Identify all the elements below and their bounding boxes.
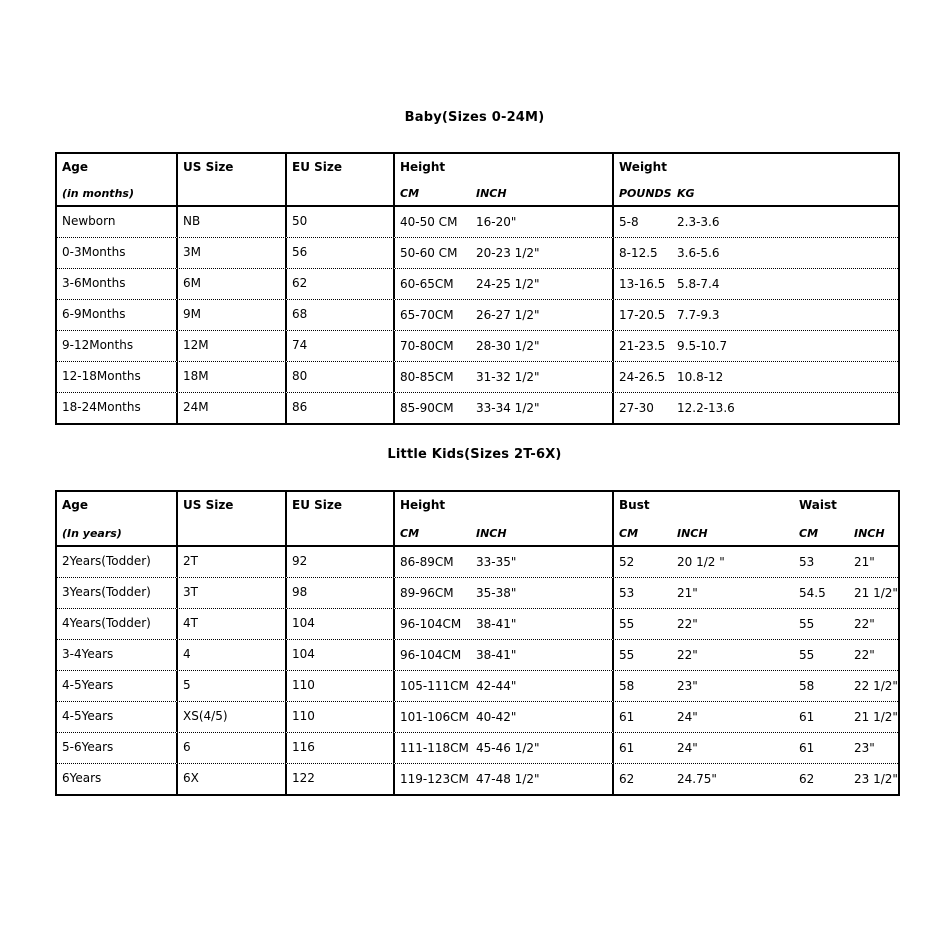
kids-table-title: Little Kids(Sizes 2T-6X)	[387, 447, 562, 462]
height-cell	[393, 547, 612, 577]
height-inch-value: 42-44"	[476, 678, 517, 693]
height-inch-value: 40-42"	[476, 709, 517, 724]
bust-cm-value: 53	[619, 585, 635, 600]
bust-inch-value: 24"	[677, 740, 698, 755]
weight-pounds-value: 13-16.5	[619, 276, 666, 291]
waist-inch-value: 21 1/2"	[854, 709, 898, 724]
bust-cm-value: 55	[619, 647, 635, 662]
header-us-size	[176, 492, 285, 545]
eu-size-cell: 56	[285, 238, 393, 268]
waist-cm-value: 53	[799, 554, 815, 569]
height-cm-value: 96-104CM	[400, 647, 462, 662]
eu-size-cell: 104	[285, 609, 393, 639]
table-row	[57, 330, 898, 361]
header-waist-label: Waist	[799, 498, 837, 512]
weight-kg-value: 10.8-12	[677, 369, 724, 384]
header-height-label: Height	[400, 498, 446, 512]
bust-waist-cell	[612, 609, 898, 639]
header-height	[393, 492, 612, 545]
bust-waist-cell	[612, 578, 898, 608]
table-row	[57, 732, 898, 763]
waist-cm-value: 55	[799, 616, 815, 631]
us-size-cell: 4T	[176, 609, 285, 639]
header-weight	[612, 154, 898, 205]
header-bust-waist-labels	[614, 498, 898, 512]
header-us-size-label: US Size	[183, 160, 234, 174]
age-cell: 5-6Years	[62, 740, 114, 754]
height-cell	[393, 331, 612, 361]
height-inch-value: 24-25 1/2"	[476, 276, 540, 291]
eu-size-cell: 122	[285, 764, 393, 794]
height-cm-value: 86-89CM	[400, 554, 454, 569]
table-row	[57, 670, 898, 701]
height-cm-value: 111-118CM	[400, 740, 469, 755]
age-cell: 3-4Years	[62, 647, 114, 661]
height-cell	[393, 764, 612, 794]
header-bust-cm: CM	[619, 527, 639, 540]
eu-size-cell: 104	[285, 640, 393, 670]
bust-cm-value: 61	[619, 740, 635, 755]
table-row	[57, 299, 898, 330]
waist-inch-value: 22 1/2"	[854, 678, 898, 693]
header-weight-units	[614, 187, 898, 200]
kids-size-table	[55, 490, 900, 796]
waist-inch-value: 23"	[854, 740, 875, 755]
weight-cell	[612, 207, 898, 237]
header-weight-kg: KG	[677, 187, 695, 200]
height-inch-value: 35-38"	[476, 585, 517, 600]
waist-inch-value: 21"	[854, 554, 875, 569]
us-size-cell: 12M	[176, 331, 285, 361]
age-cell: 3-6Months	[62, 276, 126, 290]
bust-cm-value: 61	[619, 709, 635, 724]
table-row	[57, 237, 898, 268]
height-cell	[393, 640, 612, 670]
header-height-cm: CM	[400, 187, 420, 200]
header-age-label: Age	[62, 160, 89, 174]
us-size-cell: XS(4/5)	[176, 702, 285, 732]
us-size-cell: 3T	[176, 578, 285, 608]
us-size-cell: 6	[176, 733, 285, 763]
header-height	[393, 154, 612, 205]
waist-cm-value: 58	[799, 678, 815, 693]
header-age	[57, 154, 176, 205]
header-waist-inch: INCH	[854, 527, 885, 540]
waist-inch-value: 22"	[854, 616, 875, 631]
age-cell: 2Years(Todder)	[62, 554, 151, 568]
bust-inch-value: 20 1/2 "	[677, 554, 725, 569]
height-cm-value: 80-85CM	[400, 369, 454, 384]
header-age-label: Age	[62, 498, 89, 512]
height-cm-value: 119-123CM	[400, 771, 469, 786]
height-cell	[393, 238, 612, 268]
us-size-cell: 9M	[176, 300, 285, 330]
table-row	[57, 361, 898, 392]
height-cm-value: 96-104CM	[400, 616, 462, 631]
header-height-label: Height	[400, 160, 446, 174]
header-weight-pounds: POUNDS	[619, 187, 672, 200]
bust-inch-value: 24"	[677, 709, 698, 724]
us-size-cell: 18M	[176, 362, 285, 392]
height-inch-value: 33-35"	[476, 554, 517, 569]
header-eu-size-label: EU Size	[292, 498, 342, 512]
height-inch-value: 20-23 1/2"	[476, 245, 540, 260]
eu-size-cell: 86	[285, 393, 393, 423]
eu-size-cell: 110	[285, 702, 393, 732]
eu-size-cell: 50	[285, 207, 393, 237]
bust-inch-value: 22"	[677, 616, 698, 631]
eu-size-cell: 62	[285, 269, 393, 299]
table-row	[57, 547, 898, 577]
weight-cell	[612, 238, 898, 268]
height-cm-value: 65-70CM	[400, 307, 454, 322]
height-cm-value: 70-80CM	[400, 338, 454, 353]
table-row	[57, 608, 898, 639]
weight-cell	[612, 269, 898, 299]
waist-cm-value: 55	[799, 647, 815, 662]
header-weight-label: Weight	[619, 160, 667, 174]
bust-inch-value: 24.75"	[677, 771, 717, 786]
height-inch-value: 16-20"	[476, 214, 517, 229]
us-size-cell: 3M	[176, 238, 285, 268]
us-size-cell: 5	[176, 671, 285, 701]
height-cell	[393, 393, 612, 423]
age-cell: 18-24Months	[62, 400, 141, 414]
eu-size-cell: 92	[285, 547, 393, 577]
header-bust-waist	[612, 492, 898, 545]
header-waist-cm: CM	[799, 527, 819, 540]
us-size-cell: 4	[176, 640, 285, 670]
eu-size-cell: 116	[285, 733, 393, 763]
age-cell: 12-18Months	[62, 369, 141, 383]
table-row	[57, 207, 898, 237]
bust-waist-cell	[612, 702, 898, 732]
header-age-sub: (In years)	[62, 527, 122, 540]
eu-size-cell: 68	[285, 300, 393, 330]
height-inch-value: 33-34 1/2"	[476, 400, 540, 415]
header-age-sub: (in months)	[62, 187, 134, 200]
header-height-units	[395, 187, 612, 200]
us-size-cell: 6M	[176, 269, 285, 299]
header-eu-size	[285, 154, 393, 205]
header-eu-size-label: EU Size	[292, 160, 342, 174]
header-bust-inch: INCH	[677, 527, 708, 540]
height-cell	[393, 300, 612, 330]
weight-kg-value: 3.6-5.6	[677, 245, 720, 260]
height-cell	[393, 207, 612, 237]
weight-pounds-value: 21-23.5	[619, 338, 666, 353]
bust-inch-value: 22"	[677, 647, 698, 662]
bust-waist-cell	[612, 547, 898, 577]
header-height-inch: INCH	[476, 527, 507, 540]
weight-pounds-value: 17-20.5	[619, 307, 666, 322]
header-height-units	[395, 527, 612, 540]
waist-inch-value: 23 1/2"	[854, 771, 898, 786]
height-cm-value: 40-50 CM	[400, 214, 458, 229]
age-cell: 6Years	[62, 771, 102, 785]
header-eu-size	[285, 492, 393, 545]
bust-cm-value: 55	[619, 616, 635, 631]
us-size-cell: 2T	[176, 547, 285, 577]
height-cell	[393, 609, 612, 639]
eu-size-cell: 80	[285, 362, 393, 392]
height-inch-value: 45-46 1/2"	[476, 740, 540, 755]
age-cell: 4Years(Todder)	[62, 616, 151, 630]
height-inch-value: 38-41"	[476, 616, 517, 631]
eu-size-cell: 98	[285, 578, 393, 608]
height-inch-value: 38-41"	[476, 647, 517, 662]
height-cell	[393, 702, 612, 732]
us-size-cell: 24M	[176, 393, 285, 423]
header-bust-label: Bust	[619, 498, 650, 512]
bust-waist-cell	[612, 671, 898, 701]
height-inch-value: 31-32 1/2"	[476, 369, 540, 384]
age-cell: 9-12Months	[62, 338, 134, 352]
kids-header-row	[57, 492, 898, 547]
height-cell	[393, 269, 612, 299]
bust-cm-value: 62	[619, 771, 635, 786]
age-cell: Newborn	[62, 214, 116, 228]
eu-size-cell: 74	[285, 331, 393, 361]
age-cell: 3Years(Todder)	[62, 585, 151, 599]
weight-kg-value: 9.5-10.7	[677, 338, 728, 353]
age-cell: 4-5Years	[62, 709, 114, 723]
table-row	[57, 577, 898, 608]
waist-inch-value: 21 1/2"	[854, 585, 898, 600]
height-cell	[393, 671, 612, 701]
height-cm-value: 85-90CM	[400, 400, 454, 415]
weight-pounds-value: 8-12.5	[619, 245, 658, 260]
header-us-size-label: US Size	[183, 498, 234, 512]
waist-cm-value: 54.5	[799, 585, 826, 600]
height-inch-value: 47-48 1/2"	[476, 771, 540, 786]
height-cm-value: 105-111CM	[400, 678, 469, 693]
height-cell	[393, 733, 612, 763]
weight-kg-value: 12.2-13.6	[677, 400, 735, 415]
weight-pounds-value: 24-26.5	[619, 369, 666, 384]
eu-size-cell: 110	[285, 671, 393, 701]
baby-header-row	[57, 154, 898, 207]
bust-waist-cell	[612, 733, 898, 763]
header-bust-waist-units	[614, 527, 898, 540]
bust-cm-value: 52	[619, 554, 635, 569]
age-cell: 4-5Years	[62, 678, 114, 692]
weight-kg-value: 2.3-3.6	[677, 214, 720, 229]
bust-waist-cell	[612, 640, 898, 670]
waist-cm-value: 61	[799, 740, 815, 755]
weight-pounds-value: 5-8	[619, 214, 639, 229]
bust-inch-value: 23"	[677, 678, 698, 693]
header-height-cm: CM	[400, 527, 420, 540]
bust-inch-value: 21"	[677, 585, 698, 600]
height-cm-value: 60-65CM	[400, 276, 454, 291]
header-age	[57, 492, 176, 545]
waist-cm-value: 61	[799, 709, 815, 724]
height-cm-value: 101-106CM	[400, 709, 469, 724]
header-us-size	[176, 154, 285, 205]
height-cell	[393, 362, 612, 392]
height-inch-value: 26-27 1/2"	[476, 307, 540, 322]
weight-cell	[612, 300, 898, 330]
height-cm-value: 89-96CM	[400, 585, 454, 600]
weight-cell	[612, 331, 898, 361]
weight-cell	[612, 393, 898, 423]
height-cell	[393, 578, 612, 608]
table-row	[57, 268, 898, 299]
baby-size-table	[55, 152, 900, 425]
table-row	[57, 639, 898, 670]
weight-cell	[612, 362, 898, 392]
table-row	[57, 701, 898, 732]
weight-kg-value: 7.7-9.3	[677, 307, 720, 322]
baby-table-title: Baby(Sizes 0-24M)	[404, 110, 545, 125]
bust-cm-value: 58	[619, 678, 635, 693]
us-size-cell: 6X	[176, 764, 285, 794]
header-height-inch: INCH	[476, 187, 507, 200]
waist-inch-value: 22"	[854, 647, 875, 662]
table-row	[57, 392, 898, 423]
height-cm-value: 50-60 CM	[400, 245, 458, 260]
us-size-cell: NB	[176, 207, 285, 237]
weight-pounds-value: 27-30	[619, 400, 654, 415]
waist-cm-value: 62	[799, 771, 815, 786]
bust-waist-cell	[612, 764, 898, 794]
table-row	[57, 763, 898, 794]
age-cell: 0-3Months	[62, 245, 126, 259]
height-inch-value: 28-30 1/2"	[476, 338, 540, 353]
age-cell: 6-9Months	[62, 307, 126, 321]
weight-kg-value: 5.8-7.4	[677, 276, 720, 291]
